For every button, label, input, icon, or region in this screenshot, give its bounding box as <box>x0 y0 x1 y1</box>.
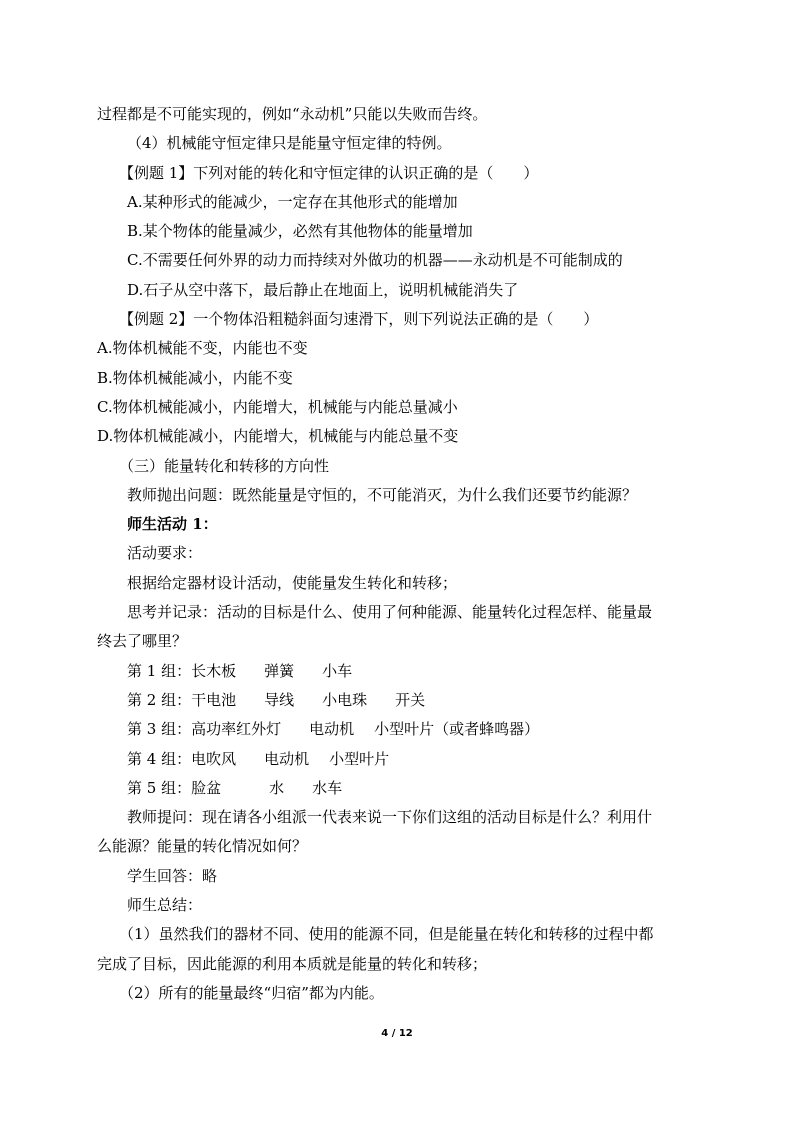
group-item: 水 <box>269 778 285 797</box>
example-2-option-c: C.物体机械能减小，内能增大，机械能与内能总量减小 <box>97 397 458 416</box>
example-1-option-d: D.石子从空中落下，最后静止在地面上，说明机械能消失了 <box>127 280 519 299</box>
summary-point-2: （2）所有的能量最终“归宿”都为内能。 <box>119 983 384 1002</box>
example-2-option-a: A.物体机械能不变，内能也不变 <box>97 339 308 358</box>
group-item: 干电池 <box>191 690 237 709</box>
section-heading: （三）能量转化和转移的方向性 <box>119 456 330 475</box>
group-line <box>97 745 697 774</box>
group-item: 小型叶片 <box>329 749 390 768</box>
example-2-option-d: D.物体机械能减小，内能增大，机械能与内能总量不变 <box>97 427 459 446</box>
group-line <box>97 657 697 686</box>
group-item: 水车 <box>312 778 343 797</box>
group-item: 脸盆 <box>191 778 222 797</box>
example-2-question: 【例题 2】一个物体沿粗糙斜面匀速滑下，则下列说法正确的是（ ） <box>119 310 599 329</box>
group-item: 小车 <box>322 661 353 680</box>
teacher-question: 教师抛出问题：既然能量是守恒的，不可能消灭，为什么我们还要节约能源？ <box>127 485 638 504</box>
text-line: 么能源？能量的转化情况如何？ <box>97 837 308 856</box>
page-number: 4 / 12 <box>381 1028 413 1039</box>
group-item: 小型叶片（或者蜂鸣器） <box>374 720 540 739</box>
group-label: 第 5 组： <box>127 778 192 797</box>
group-item: 电动机 <box>309 720 355 739</box>
activity-heading: 师生活动 1： <box>127 515 218 534</box>
text-line: 过程都是不可能实现的，例如“永动机”只能以失败而告终。 <box>97 105 488 123</box>
group-item: 电吹风 <box>191 749 237 768</box>
group-label: 第 2 组： <box>127 690 192 709</box>
student-answer: 学生回答：略 <box>127 866 218 885</box>
summary-label: 师生总结： <box>127 896 203 915</box>
group-item: 开关 <box>395 690 426 709</box>
text-line: 终去了哪里？ <box>97 632 188 651</box>
example-2-option-b: B.物体机械能减小，内能不变 <box>97 368 293 387</box>
text-line: 根据给定器材设计活动，使能量发生转化和转移； <box>127 573 458 592</box>
example-1-option-c: C.不需要任何外界的动力而持续对外做功的机器——永动机是不可能制成的 <box>127 251 623 270</box>
group-label: 第 3 组： <box>127 720 192 739</box>
summary-point-1: （1）虽然我们的器材不同、使用的能源不同，但是能量在转化和转移的过程中都 <box>119 925 654 944</box>
group-line <box>97 774 697 803</box>
text-line: 思考并记录：活动的目标是什么、使用了何种能源、能量转化过程怎样、能量最 <box>127 603 653 622</box>
example-1-question: 【例题 1】下列对能的转化和守恒定律的认识正确的是（ ） <box>119 163 539 182</box>
group-label: 第 1 组： <box>127 661 192 680</box>
teacher-prompt: 教师提问：现在请各小组派一代表来说一下你们这组的活动目标是什么？利用什 <box>127 808 653 827</box>
group-line <box>97 715 697 744</box>
group-item: 高功率红外灯 <box>191 720 282 739</box>
text-line: （4）机械能守恒定律只是能量守恒定律的特例。 <box>127 134 452 153</box>
page-body <box>97 100 697 1008</box>
group-line <box>97 686 697 715</box>
group-item: 小电珠 <box>322 690 368 709</box>
group-item: 弹簧 <box>264 661 295 680</box>
example-1-option-a: A.某种形式的能减少，一定存在其他形式的能增加 <box>127 192 458 211</box>
group-label: 第 4 组： <box>127 749 192 768</box>
group-item: 长木板 <box>191 661 237 680</box>
text-line: 完成了目标，因此能源的利用本质就是能量的转化和转移； <box>97 954 488 973</box>
group-item: 导线 <box>264 690 295 709</box>
activity-requirements-label: 活动要求： <box>127 544 203 563</box>
example-1-option-b: B.某个物体的能量减少，必然有其他物体的能量增加 <box>127 222 473 241</box>
group-item: 电动机 <box>264 749 310 768</box>
